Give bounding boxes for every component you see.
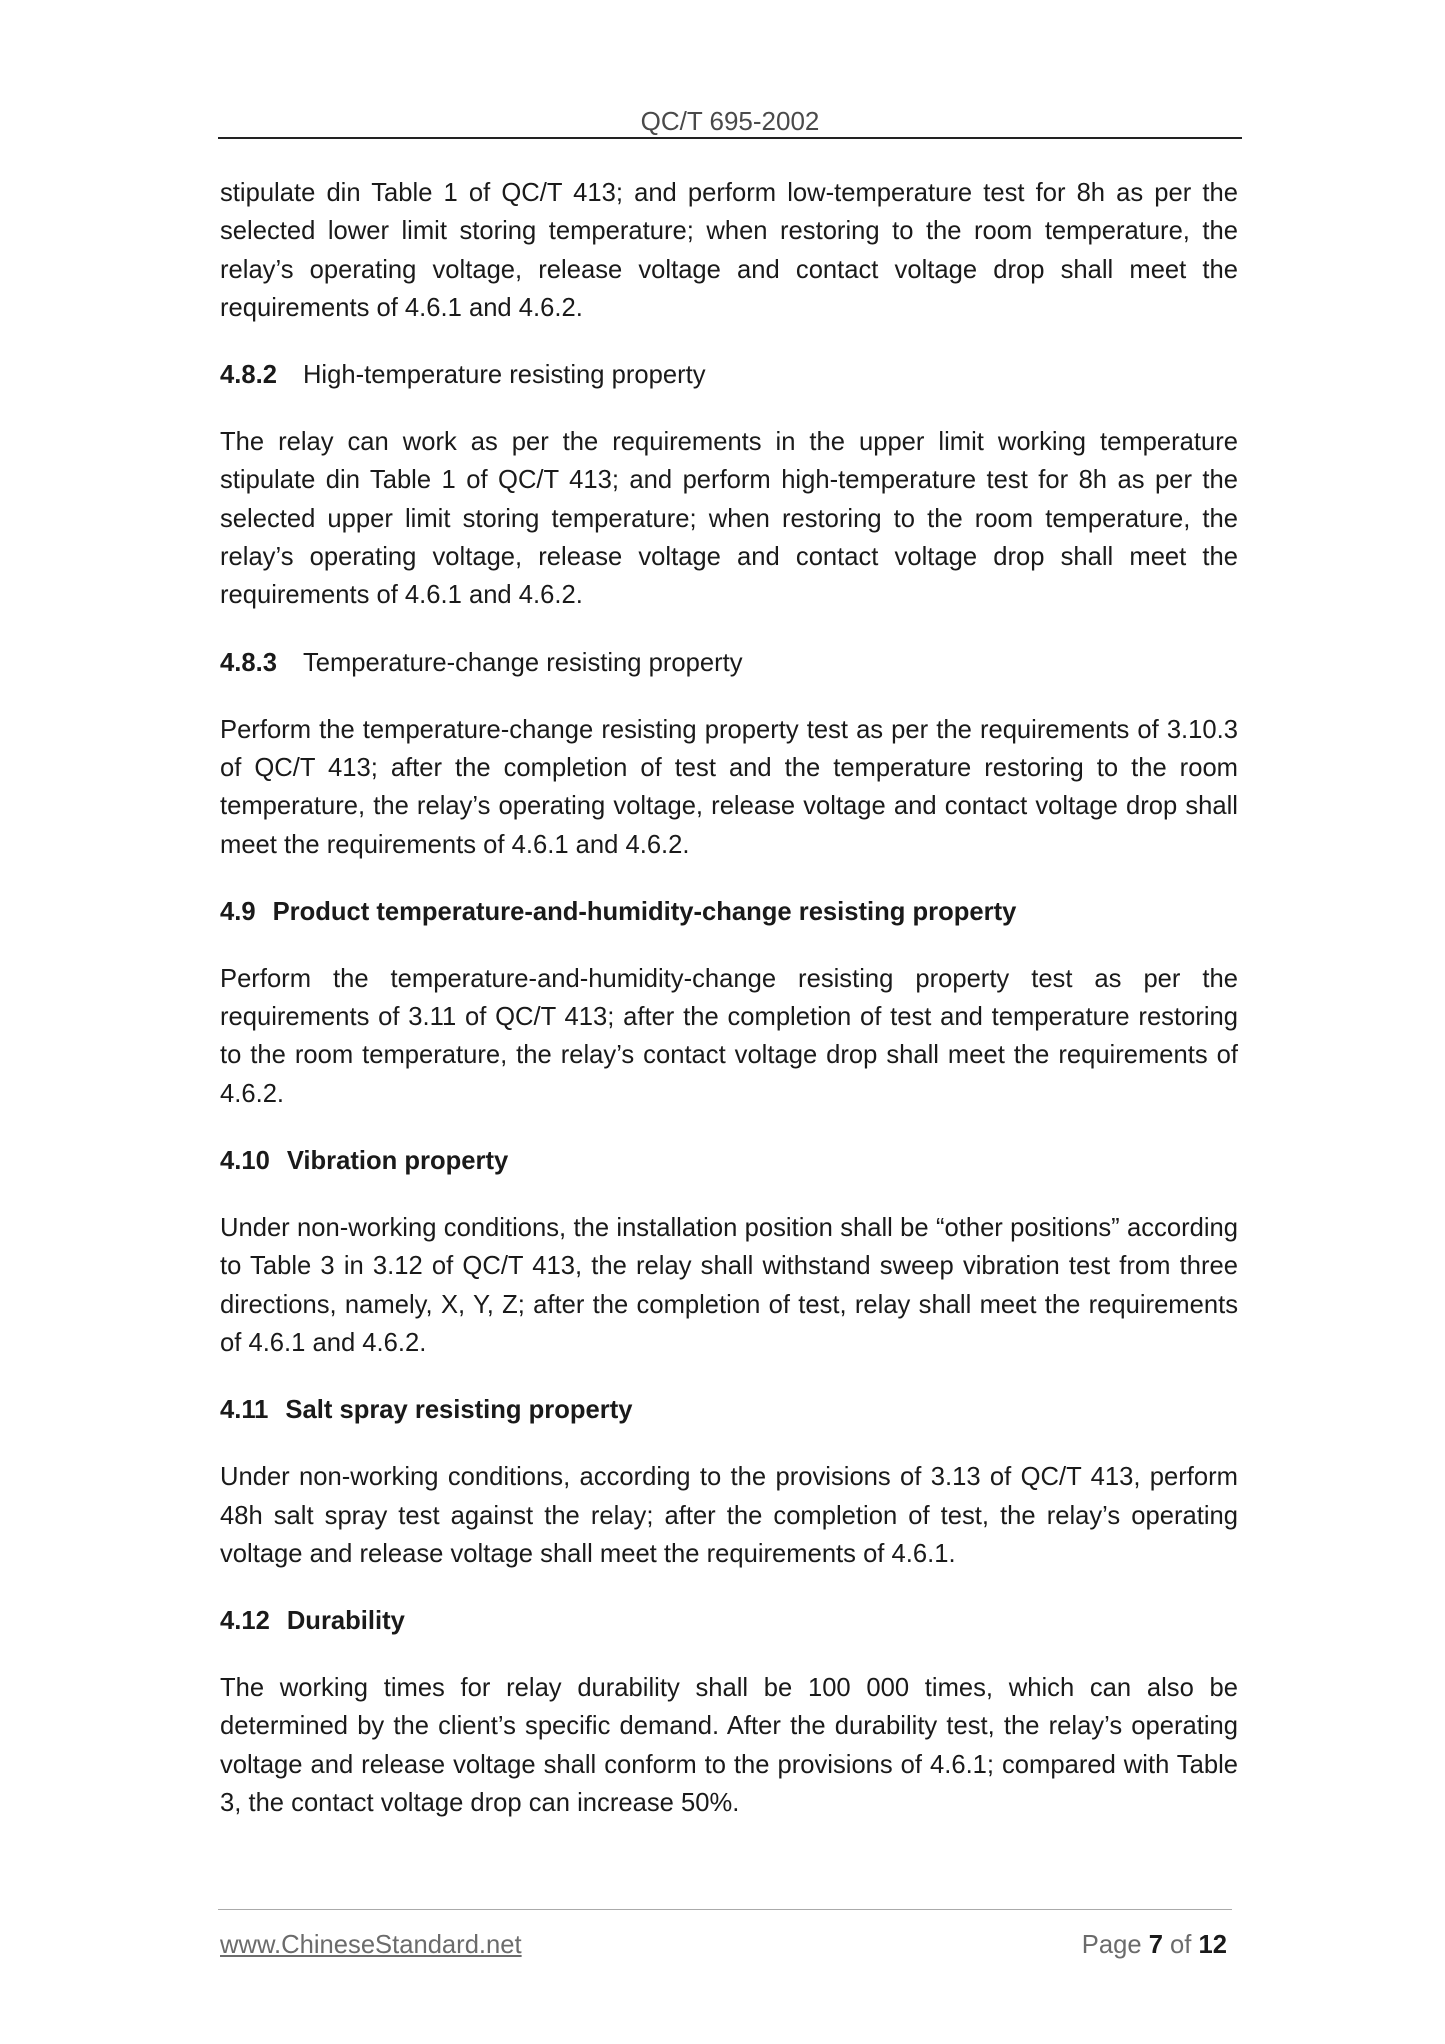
page-content [220,174,1238,1851]
intro-paragraph: stipulate din Table 1 of QC/T 413; and perform low-temperature test for 8h as per the selected lower limit storing temperature; when restoring to the room temperature, the relay’s operating voltage, release voltage and contact voltage drop shall meet the requirements of 4.6.1 and 4.6.2. [220,179,1238,322]
footer-rule [218,1909,1232,1910]
heading-number: 4.8.3 [220,648,277,677]
page-prefix: Page [1081,1931,1142,1959]
heading-text: Temperature-change resisting property [302,648,743,677]
paragraph-4-12: The working times for relay durability shall be 100 000 times, which can also be determined by the client’s specific demand. After the durability test, the relay’s operating voltage and release voltage shall conform to the provisions of 4.6.1; compared with Table 3, the contact voltage drop can increase 50%. [220,1674,1238,1818]
heading-4-8-2 [220,356,1238,394]
heading-text: High-temperature resisting property [302,361,706,390]
header-title: QC/T 695-2002 [640,106,820,136]
heading-number: 4.11 [220,1396,269,1425]
heading-4-8-3 [220,644,1238,682]
heading-text: Durability [286,1607,405,1636]
paragraph-4-9: Perform the temperature-and-humidity-change resisting property test as per the requirements of 3.11 of QC/T 413; after the completion of test and temperature restoring to the room temperature, the relay’s contact voltage drop shall meet the requirements of 4.6.2. [220,964,1238,1108]
page-current: 7 [1148,1931,1163,1959]
heading-text: Vibration property [286,1147,509,1176]
paragraph-4-8-3: Perform the temperature-change resisting property test as per the requirements of 3.10.3 of QC/T 413; after the completion of test and the temperature restoring to the room temperature, the relay’s operating voltage, release voltage and contact voltage drop shall meet the requirements of 4.6.1 and 4.6.2. [220,715,1238,859]
page-number [1082,1930,1227,1960]
heading-4-12 [220,1602,1238,1640]
heading-text: Salt spray resisting property [285,1396,633,1425]
heading-number: 4.8.2 [220,361,277,390]
paragraph-4-8-2: The relay can work as per the requirements in the upper limit working temperature stipulate din Table 1 of QC/T 413; and perform high-temperature test for 8h as per the selected upper limit storing temperature; when restoring to the room temperature, the relay’s operating voltage, release voltage and contact voltage drop shall meet the requirements of 4.6.1 and 4.6.2. [220,428,1238,610]
header-rule [218,137,1242,139]
page-of: of [1170,1931,1192,1959]
page-total: 12 [1198,1931,1227,1959]
heading-4-9 [220,893,1238,931]
paragraph-4-11: Under non-working conditions, according to the provisions of 3.13 of QC/T 413, perform 48h salt spray test against the relay; after the completion of test, the relay’s operating voltage and release voltage shall meet the requirements of 4.6.1. [220,1463,1238,1568]
heading-number: 4.9 [220,897,256,926]
heading-text: Product temperature-and-humidity-change resisting property [272,897,1017,926]
heading-number: 4.12 [220,1607,270,1636]
heading-4-11 [220,1391,1238,1429]
heading-number: 4.10 [220,1147,270,1176]
website-link[interactable]: www.ChineseStandard.net [220,1931,522,1959]
heading-4-10 [220,1142,1238,1180]
paragraph-4-10: Under non-working conditions, the installation position shall be “other positions” according to Table 3 in 3.12 of QC/T 413, the relay shall withstand sweep vibration test from three directions, namely, X, Y, Z; after the completion of test, relay shall meet the requirements of 4.6.1 and 4.6.2. [220,1214,1238,1357]
